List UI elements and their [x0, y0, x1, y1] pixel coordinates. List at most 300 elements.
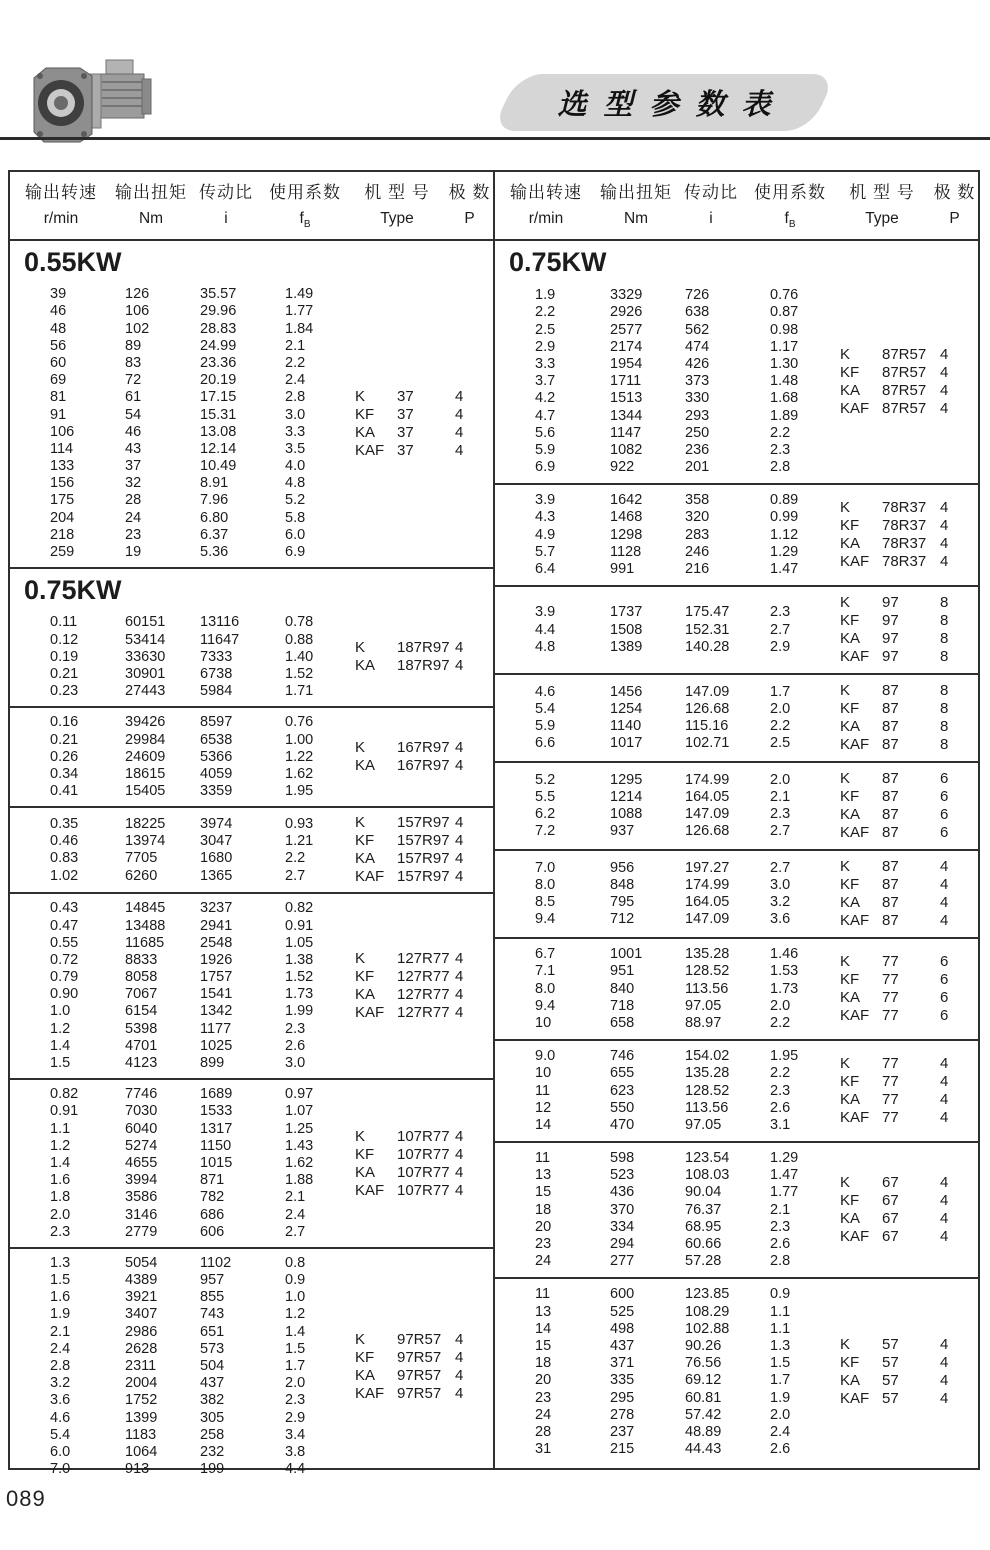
- torque-value: 294: [610, 1236, 635, 1253]
- ratio-value: 28.83: [200, 320, 237, 337]
- service-factor-value: 1.99: [285, 1003, 314, 1020]
- table-row: [50, 303, 345, 320]
- service-factor-value: 3.5: [285, 440, 306, 457]
- type-model: 87: [882, 858, 899, 876]
- type-model: 97: [882, 594, 899, 612]
- service-factor-value: 2.7: [770, 621, 791, 638]
- unit-text: f: [299, 210, 304, 228]
- pole-count: 4: [940, 1055, 949, 1073]
- torque-value: 53414: [125, 631, 166, 648]
- rpm-value: 39: [50, 286, 67, 303]
- service-factor-value: 2.5: [770, 735, 791, 752]
- type-model: 87: [882, 736, 899, 754]
- pole-count: 4: [455, 1348, 464, 1366]
- type-row: [840, 1091, 970, 1109]
- service-factor-value: 0.99: [770, 509, 799, 526]
- ratio-value: 6.37: [200, 526, 229, 543]
- service-factor-value: 1.49: [285, 286, 314, 303]
- data-block: [10, 708, 493, 808]
- unit-text: Nm: [623, 210, 649, 228]
- rpm-value: 3.9: [535, 492, 556, 509]
- service-factor-value: 1.95: [285, 783, 314, 800]
- rpm-value: 0.11: [50, 614, 78, 631]
- type-group: [345, 950, 493, 1022]
- pole-count: 8: [940, 736, 949, 754]
- pole-count: 4: [940, 1210, 949, 1228]
- rpm-value: 8.0: [535, 877, 556, 894]
- type-row: [840, 648, 970, 666]
- type-model: 77: [882, 1109, 899, 1127]
- type-row: [355, 1128, 485, 1146]
- data-block: [495, 1041, 978, 1143]
- type-group: [345, 1331, 493, 1403]
- type-row: [840, 1073, 970, 1091]
- ratio-value: 128.52: [685, 1082, 730, 1099]
- service-factor-value: 1.22: [285, 748, 314, 765]
- type-prefix: KAF: [840, 1228, 870, 1246]
- rpm-value: 259: [50, 544, 75, 561]
- type-row: [355, 657, 485, 675]
- type-row: [840, 824, 970, 842]
- rpm-value: 2.2: [535, 304, 556, 321]
- rpm-value: 3.7: [535, 373, 556, 390]
- type-group: [830, 1174, 978, 1246]
- service-factor-value: 1.62: [285, 1154, 314, 1171]
- type-row: [355, 1385, 485, 1403]
- type-model: 78R37: [882, 553, 927, 571]
- service-factor-value: 1.5: [285, 1340, 306, 1357]
- service-factor-value: 1.38: [285, 951, 314, 968]
- pole-count: 6: [940, 824, 949, 842]
- ratio-value: 29.96: [200, 303, 237, 320]
- type-model: 157R97: [397, 832, 450, 850]
- type-prefix: K: [355, 814, 366, 832]
- table-row: [535, 322, 830, 339]
- rpm-value: 69: [50, 372, 67, 389]
- service-factor-value: 1.40: [285, 648, 314, 665]
- torque-value: 840: [610, 980, 635, 997]
- table-row: [50, 900, 345, 917]
- table-row: [50, 544, 345, 561]
- ratio-value: 126.68: [685, 823, 730, 840]
- table-row: [535, 1150, 830, 1167]
- ratio-value: 6.80: [200, 509, 229, 526]
- type-model: 97R57: [397, 1348, 442, 1366]
- ratio-value: 562: [685, 321, 710, 338]
- column-header: 机 型 号: [364, 183, 430, 203]
- rows-group: [10, 1255, 345, 1478]
- table-row: [535, 1083, 830, 1100]
- type-model: 37: [397, 423, 414, 441]
- torque-value: 1140: [610, 718, 642, 735]
- table-row: [535, 1321, 830, 1338]
- table-row: [535, 639, 830, 656]
- pole-count: 4: [455, 968, 464, 986]
- column-unit: [495, 207, 597, 233]
- pole-count: 4: [455, 1181, 464, 1199]
- column-unit: [446, 207, 493, 233]
- service-factor-value: 1.7: [770, 1372, 791, 1389]
- torque-value: 13974: [125, 833, 166, 850]
- ratio-value: 174.99: [685, 771, 730, 788]
- torque-value: 3146: [125, 1206, 158, 1223]
- torque-value: 43: [125, 440, 142, 457]
- torque-value: 4389: [125, 1272, 158, 1289]
- service-factor-value: 1.5: [770, 1355, 791, 1372]
- ratio-value: 258: [200, 1426, 225, 1443]
- ratio-value: 5366: [200, 748, 233, 765]
- rpm-value: 4.8: [535, 638, 556, 655]
- type-prefix: KAF: [840, 1007, 870, 1025]
- rows-group: [495, 860, 830, 929]
- rpm-value: 5.9: [535, 441, 556, 458]
- type-prefix: KF: [840, 788, 860, 806]
- service-factor-value: 2.0: [770, 1406, 791, 1423]
- power-section-title: 0.55KW: [24, 247, 122, 277]
- rpm-value: 2.9: [535, 338, 556, 355]
- ratio-value: 12.14: [200, 440, 237, 457]
- pole-count: 4: [940, 345, 949, 363]
- rpm-value: 2.3: [50, 1223, 71, 1240]
- service-factor-value: 1.71: [285, 683, 314, 700]
- torque-value: 8833: [125, 951, 158, 968]
- torque-value: 237: [610, 1423, 635, 1440]
- table-row: [50, 1392, 345, 1409]
- table-row: [50, 1410, 345, 1427]
- service-factor-value: 3.0: [285, 406, 306, 423]
- service-factor-value: 3.4: [285, 1426, 306, 1443]
- data-block: [495, 939, 978, 1041]
- type-model: 77: [882, 953, 899, 971]
- type-model: 87: [882, 894, 899, 912]
- table-row: [535, 1441, 830, 1458]
- ratio-value: 128.52: [685, 963, 730, 980]
- pole-count: 4: [455, 814, 464, 832]
- type-model: 107R77: [397, 1181, 450, 1199]
- torque-value: 3994: [125, 1172, 158, 1189]
- ratio-value: 426: [685, 355, 710, 372]
- rpm-value: 15: [535, 1337, 552, 1354]
- service-factor-value: 1.95: [770, 1048, 799, 1065]
- table-row: [535, 356, 830, 373]
- rpm-value: 1.9: [535, 287, 556, 304]
- rpm-value: 0.41: [50, 783, 79, 800]
- rpm-value: 114: [50, 440, 74, 457]
- rpm-value: 4.6: [535, 683, 556, 700]
- table-row: [50, 1255, 345, 1272]
- rpm-value: 0.91: [50, 1103, 79, 1120]
- rows-group: [495, 287, 830, 476]
- ratio-value: 1177: [200, 1020, 232, 1037]
- type-model: 167R97: [397, 739, 450, 757]
- service-factor-value: 1.29: [770, 1150, 799, 1167]
- table-row: [535, 544, 830, 561]
- type-model: 67: [882, 1228, 899, 1246]
- ratio-value: 69.12: [685, 1372, 722, 1389]
- service-factor-value: 0.91: [285, 917, 314, 934]
- table-row: [50, 1461, 345, 1478]
- type-model: 87: [882, 912, 899, 930]
- ratio-value: 8.91: [200, 475, 229, 492]
- ratio-value: 5984: [200, 683, 233, 700]
- pole-count: 4: [455, 1127, 464, 1145]
- service-factor-value: 2.2: [285, 850, 306, 867]
- table-row: [50, 683, 345, 700]
- ratio-value: 108.29: [685, 1303, 730, 1320]
- type-row: [840, 1055, 970, 1073]
- table-row: [535, 1424, 830, 1441]
- rpm-value: 14: [535, 1320, 552, 1337]
- torque-value: 913: [125, 1461, 150, 1478]
- rpm-value: 2.1: [50, 1323, 71, 1340]
- pole-count: 4: [940, 912, 949, 930]
- table-row: [50, 475, 345, 492]
- table-row: [535, 789, 830, 806]
- pole-count: 6: [940, 953, 949, 971]
- table-row: [535, 998, 830, 1015]
- type-model: 77: [882, 971, 899, 989]
- ratio-value: 123.54: [685, 1150, 730, 1167]
- torque-value: 550: [610, 1099, 635, 1116]
- type-model: 78R37: [882, 499, 927, 517]
- table-row: [535, 408, 830, 425]
- type-prefix: KA: [355, 1366, 376, 1384]
- type-model: 187R97: [397, 639, 450, 657]
- table-row: [535, 1253, 830, 1270]
- table-row: [535, 622, 830, 639]
- ratio-value: 1689: [200, 1086, 233, 1103]
- table-row: [50, 510, 345, 527]
- type-row: [355, 850, 485, 868]
- table-row: [535, 877, 830, 894]
- service-factor-value: 1.1: [770, 1320, 791, 1337]
- table-row: [50, 321, 345, 338]
- pole-count: 4: [940, 499, 949, 517]
- data-block: [10, 808, 493, 894]
- rpm-value: 7.0: [50, 1461, 71, 1478]
- service-factor-value: 2.1: [770, 789, 791, 806]
- rows-group: [495, 604, 830, 656]
- torque-value: 1082: [610, 441, 643, 458]
- pole-count: 4: [455, 657, 464, 675]
- ratio-value: 382: [200, 1392, 225, 1409]
- rpm-value: 31: [535, 1441, 552, 1458]
- service-factor-value: 3.6: [770, 911, 791, 928]
- rpm-value: 10: [535, 1065, 552, 1082]
- service-factor-value: 0.98: [770, 321, 799, 338]
- type-prefix: KF: [840, 971, 860, 989]
- torque-value: 18225: [125, 815, 166, 832]
- type-group: [345, 639, 493, 675]
- page-number: 089: [6, 1486, 46, 1511]
- type-row: [840, 1228, 970, 1246]
- rpm-value: 0.34: [50, 765, 79, 782]
- type-group: [345, 1128, 493, 1200]
- torque-value: 18615: [125, 765, 166, 782]
- table-body-right: [495, 241, 978, 1468]
- pole-count: 4: [455, 405, 464, 423]
- type-model: 97: [882, 612, 899, 630]
- service-factor-value: 1.30: [770, 355, 799, 372]
- ratio-value: 57.42: [685, 1406, 722, 1423]
- table-row: [50, 918, 345, 935]
- data-block: [10, 280, 493, 569]
- type-prefix: K: [840, 1336, 851, 1354]
- type-prefix: KA: [355, 850, 376, 868]
- table-half-left: [10, 172, 495, 1478]
- pole-count: 4: [455, 868, 464, 886]
- type-model: 67: [882, 1210, 899, 1228]
- rpm-value: 20: [535, 1372, 552, 1389]
- table-row: [50, 783, 345, 800]
- type-prefix: KA: [840, 718, 861, 736]
- type-row: [840, 630, 970, 648]
- type-model: 37: [397, 387, 414, 405]
- rpm-value: 3.6: [50, 1392, 71, 1409]
- type-prefix: K: [355, 1330, 366, 1348]
- pole-count: 8: [940, 682, 949, 700]
- service-factor-value: 2.3: [770, 604, 791, 621]
- ratio-value: 250: [685, 424, 710, 441]
- service-factor-value: 3.8: [285, 1443, 306, 1460]
- service-factor-value: 1.12: [770, 526, 799, 543]
- rpm-value: 11: [535, 1082, 551, 1099]
- table-row: [50, 1086, 345, 1103]
- service-factor-value: 2.2: [770, 1065, 791, 1082]
- pole-count: 4: [940, 381, 949, 399]
- rpm-value: 106: [50, 423, 75, 440]
- torque-value: 102: [125, 320, 150, 337]
- rpm-value: 5.9: [535, 718, 556, 735]
- table-row: [50, 1055, 345, 1072]
- torque-value: 295: [610, 1389, 635, 1406]
- rpm-value: 0.35: [50, 815, 79, 832]
- torque-value: 1128: [610, 543, 642, 560]
- data-block: [495, 1279, 978, 1465]
- rpm-value: 1.4: [50, 1154, 71, 1171]
- rows-group: [495, 684, 830, 753]
- rpm-value: 91: [50, 406, 67, 423]
- ratio-value: 782: [200, 1189, 225, 1206]
- service-factor-value: 2.3: [770, 806, 791, 823]
- torque-value: 1642: [610, 492, 643, 509]
- rows-group: [495, 1048, 830, 1134]
- ratio-value: 246: [685, 543, 710, 560]
- ratio-value: 13116: [200, 614, 240, 631]
- torque-value: 922: [610, 459, 635, 476]
- table-row: [535, 425, 830, 442]
- rpm-value: 5.4: [535, 701, 556, 718]
- ratio-value: 4059: [200, 765, 233, 782]
- service-factor-value: 2.7: [770, 823, 791, 840]
- table-row: [535, 1202, 830, 1219]
- type-row: [840, 1174, 970, 1192]
- type-row: [355, 757, 485, 775]
- type-row: [355, 968, 485, 986]
- rpm-value: 0.55: [50, 934, 79, 951]
- type-row: [840, 1390, 970, 1408]
- table-row: [535, 1338, 830, 1355]
- type-prefix: KAF: [840, 1390, 870, 1408]
- service-factor-value: 3.0: [770, 877, 791, 894]
- rpm-value: 1.6: [50, 1289, 71, 1306]
- data-block: [495, 280, 978, 485]
- ratio-value: 293: [685, 407, 710, 424]
- table-row: [50, 666, 345, 683]
- type-prefix: K: [840, 953, 851, 971]
- table-row: [535, 1407, 830, 1424]
- rows-group: [10, 286, 345, 561]
- type-row: [840, 1109, 970, 1127]
- table-row: [535, 1219, 830, 1236]
- type-prefix: K: [840, 1174, 851, 1192]
- type-group: [830, 770, 978, 842]
- service-factor-value: 5.2: [285, 492, 306, 509]
- torque-value: 746: [610, 1048, 635, 1065]
- torque-value: 4655: [125, 1154, 158, 1171]
- torque-value: 215: [610, 1441, 635, 1458]
- table-row: [50, 1189, 345, 1206]
- type-model: 77: [882, 1055, 899, 1073]
- column-header: 机 型 号: [849, 183, 915, 203]
- pole-count: 4: [940, 1390, 949, 1408]
- rpm-value: 9.4: [535, 911, 556, 928]
- service-factor-value: 1.7: [770, 683, 791, 700]
- type-row: [840, 400, 970, 418]
- service-factor-value: 2.1: [285, 337, 306, 354]
- table-row: [50, 1341, 345, 1358]
- ratio-value: 140.28: [685, 638, 730, 655]
- table-row: [50, 1444, 345, 1461]
- type-model: 67: [882, 1174, 899, 1192]
- ratio-value: 97.05: [685, 997, 722, 1014]
- torque-value: 937: [610, 823, 635, 840]
- ratio-value: 2548: [200, 934, 233, 951]
- type-row: [840, 346, 970, 364]
- torque-value: 3586: [125, 1189, 158, 1206]
- column-header-row: [495, 172, 978, 241]
- ratio-value: 358: [685, 492, 710, 509]
- torque-value: 11685: [125, 934, 165, 951]
- type-prefix: KAF: [355, 1181, 385, 1199]
- type-prefix: KAF: [840, 399, 870, 417]
- rpm-value: 3.9: [535, 604, 556, 621]
- ratio-value: 7.96: [200, 492, 229, 509]
- service-factor-value: 2.6: [285, 1037, 306, 1054]
- type-row: [840, 770, 970, 788]
- torque-value: 6260: [125, 867, 158, 884]
- service-factor-value: 1.0: [285, 1289, 306, 1306]
- service-factor-value: 1.2: [285, 1306, 306, 1323]
- rpm-value: 7.2: [535, 823, 556, 840]
- service-factor-value: 2.2: [770, 424, 791, 441]
- column-header-row: [10, 172, 493, 241]
- ratio-value: 1150: [200, 1137, 232, 1154]
- service-factor-value: 2.6: [770, 1441, 791, 1458]
- ratio-value: 504: [200, 1358, 225, 1375]
- service-factor-value: 0.9: [770, 1286, 791, 1303]
- torque-value: 6040: [125, 1120, 158, 1137]
- type-prefix: KF: [840, 1073, 860, 1091]
- service-factor-value: 1.84: [285, 320, 314, 337]
- rpm-value: 23: [535, 1236, 552, 1253]
- type-prefix: KAF: [840, 912, 870, 930]
- table-row: [50, 355, 345, 372]
- service-factor-value: 2.3: [770, 441, 791, 458]
- torque-value: 436: [610, 1184, 635, 1201]
- rpm-value: 1.1: [50, 1120, 71, 1137]
- type-row: [840, 1336, 970, 1354]
